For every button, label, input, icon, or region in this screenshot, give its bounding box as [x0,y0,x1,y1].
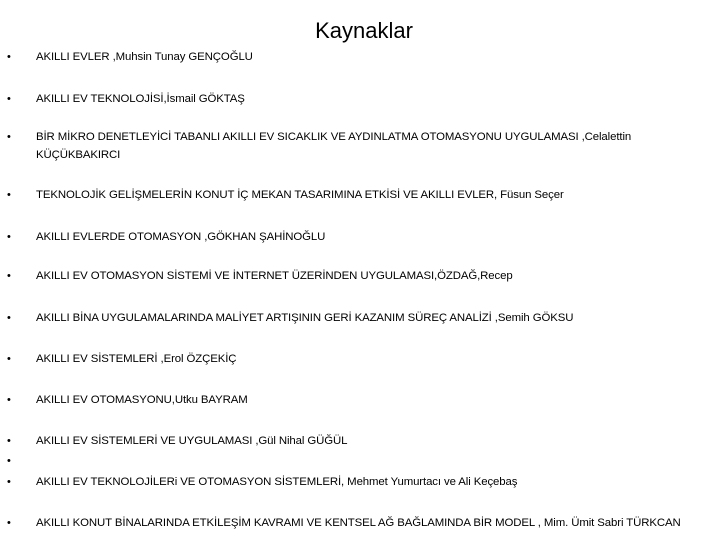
bullet-icon: • [7,312,11,324]
bullet-icon: • [7,93,11,105]
reference-text: AKILLI EV OTOMASYONU,Utku BAYRAM [36,394,248,406]
bullet-icon: • [7,435,11,447]
bullet-icon: • [7,455,11,467]
bullet-icon: • [7,394,11,406]
reference-text: AKILLI EV OTOMASYON SİSTEMİ VE İNTERNET ÜZERİNDEN UYGULAMASI,ÖZDAĞ,Recep [36,270,513,282]
reference-text: BİR MİKRO DENETLEYİCİ TABANLI AKILLI EV SICAKLIK VE AYDINLATMA OTOMASYONU UYGULAMASI ,Celalettin KÜÇÜKBAKIRCI [36,131,632,161]
bullet-icon: • [7,353,11,365]
reference-text: AKILLI EV TEKNOLOJİLERi VE OTOMASYON SİSTEMLERİ, Mehmet Yumurtacı ve Ali Keçebaş [36,476,518,488]
reference-text: TEKNOLOJİK GELİŞMELERİN KONUT İÇ MEKAN TASARIMINA ETKİSİ VE AKILLI EVLER, Füsun Seçer [36,189,564,201]
reference-text: AKILLI EVLER ,Muhsin Tunay GENÇOĞLU [36,51,253,63]
reference-text: AKILLI KONUT BİNALARINDA ETKİLEŞİM KAVRAMI VE KENTSEL AĞ BAĞLAMINDA BİR MODEL , Mim. Ümit Sabri TÜRKCAN [36,517,681,529]
bullet-icon: • [7,51,11,63]
bullet-icon: • [7,131,11,143]
reference-text: AKILLI EV SİSTEMLERİ VE UYGULAMASI ,Gül Nihal GÜĞÜL [36,435,348,447]
bullet-icon: • [7,189,11,201]
reference-text: AKILLI EV TEKNOLOJİSİ,İsmail GÖKTAŞ [36,93,245,105]
bullet-icon: • [7,270,11,282]
bullet-icon: • [7,476,11,488]
reference-text: AKILLI EV SİSTEMLERİ ,Erol ÖZÇEKİÇ [36,353,237,365]
reference-text: AKILLI EVLERDE OTOMASYON ,GÖKHAN ŞAHİNOĞLU [36,231,326,243]
bullet-icon: • [7,231,11,243]
bullet-icon: • [7,517,11,529]
slide-title: Kaynaklar [315,18,413,43]
reference-text: AKILLI BİNA UYGULAMALARINDA MALİYET ARTIŞININ GERİ KAZANIM SÜREÇ ANALİZİ ,Semih GÖKSU [36,312,574,324]
